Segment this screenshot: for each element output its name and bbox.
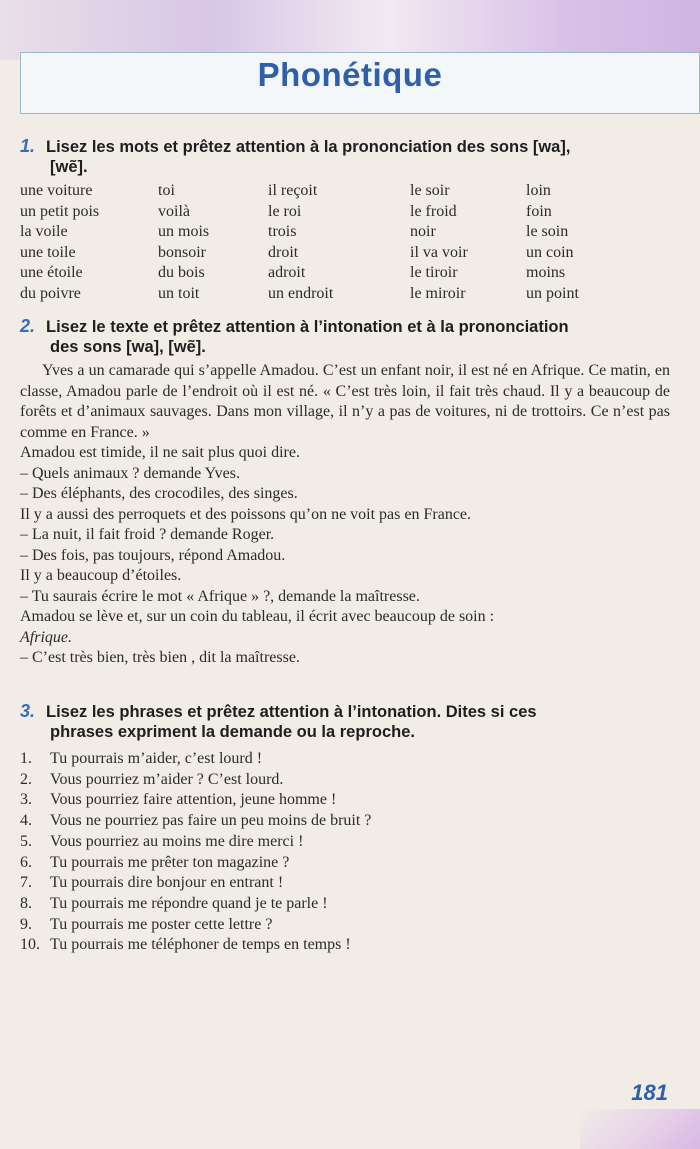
text-line: Il y a beaucoup d’étoiles.	[20, 567, 182, 584]
word: du bois	[158, 264, 205, 281]
word: il va voir	[410, 243, 468, 261]
exercise-2-heading	[20, 316, 680, 357]
word: trois	[268, 223, 297, 240]
exercise-2-text	[20, 361, 670, 669]
word: une toile	[20, 243, 76, 261]
word-column-2	[158, 181, 209, 304]
word-column-1	[20, 181, 99, 304]
word-column-3	[268, 181, 333, 304]
word: un petit pois	[20, 202, 100, 220]
word: droit	[268, 243, 299, 261]
exercise-1-instruction-line2: [wẽ].	[50, 158, 88, 176]
word: la voile	[20, 223, 68, 240]
word: le tiroir	[410, 264, 458, 281]
word: le miroir	[410, 284, 466, 302]
word: le froid	[410, 202, 457, 220]
text-line: – Quels animaux ? demande Yves.	[20, 464, 240, 482]
list-item: 6. Tu pourrais me prêter ton magazine ?	[20, 853, 290, 871]
exercise-1-heading	[20, 136, 680, 177]
word: toi	[158, 182, 175, 199]
exercise-1-number: 1.	[20, 136, 36, 156]
word: il reçoit	[268, 182, 318, 199]
word: le soin	[526, 223, 569, 240]
word-column-4	[410, 181, 468, 304]
text-line: Amadou se lève et, sur un coin du tableau, il écrit avec beaucoup de soin :	[20, 608, 495, 625]
text-line: – C’est très bien, très bien , dit la maîtresse.	[20, 649, 300, 666]
word: une étoile	[20, 264, 83, 281]
word: du poivre	[20, 284, 81, 302]
text-line: – Des fois, pas toujours, répond Amadou.	[20, 546, 286, 564]
exercise-3-instruction-line2: phrases expriment la demande ou la reproche.	[50, 723, 415, 741]
italic-word: Afrique.	[20, 628, 72, 646]
text-line: Amadou est timide, il ne sait plus quoi dire.	[20, 444, 300, 461]
text-line: – Des éléphants, des crocodiles, des singes.	[20, 485, 298, 502]
text-line: – La nuit, il fait froid ? demande Roger.	[20, 526, 275, 543]
word: le soir	[410, 182, 450, 199]
exercise-1-instruction: Lisez les mots et prêtez attention à la prononciation des sons [wa],	[46, 138, 571, 156]
list-item: 3. Vous pourriez faire attention, jeune homme !	[20, 791, 337, 809]
page-title: Phonétique	[257, 56, 443, 93]
word-column-5	[526, 181, 579, 304]
list-item: 1. Tu pourrais m’aider, c’est lourd !	[20, 750, 263, 767]
word: noir	[410, 223, 436, 240]
paragraph: Yves a un camarade qui s’appelle Amadou. C’est un enfant noir, il est né en Afrique. Ce matin, en classe, Amadou parle de l’endroit où il est né. « C’est très loin, il fait très chaud. Il y a beaucoup de forêts et d’animaux sauvages. Dans mon village, il n’y a pas de voitures, ni de trottoirs. Ce n’est pas comme en France. »	[20, 362, 670, 441]
word: adroit	[268, 264, 306, 281]
exercise-3-instruction: Lisez les phrases et prêtez attention à l’intonation. Dites si ces	[46, 703, 537, 721]
list-item: 7. Tu pourrais dire bonjour en entrant !	[20, 874, 284, 892]
sentence-list	[20, 749, 371, 956]
exercise-2-instruction: Lisez le texte et prêtez attention à l’intonation et à la prononciation	[46, 318, 569, 336]
word: un toit	[158, 284, 200, 302]
text-line: – Tu saurais écrire le mot « Afrique » ?, demande la maîtresse.	[20, 587, 420, 605]
exercise-2-instruction-line2: des sons [wa], [wẽ].	[50, 338, 206, 356]
bottom-decoration	[580, 1109, 700, 1149]
list-item: 10. Tu pourrais me téléphoner de temps en temps !	[20, 936, 351, 954]
top-decoration	[0, 0, 700, 60]
list-item: 8. Tu pourrais me répondre quand je te parle !	[20, 894, 328, 912]
word: bonsoir	[158, 243, 206, 261]
word: un endroit	[268, 284, 334, 302]
word: le roi	[268, 202, 302, 220]
word: loin	[526, 182, 551, 199]
exercise-2-number: 2.	[20, 316, 36, 336]
list-item: 4. Vous ne pourriez pas faire un peu moins de bruit ?	[20, 812, 372, 830]
list-item: 9. Tu pourrais me poster cette lettre ?	[20, 915, 273, 933]
word: foin	[526, 202, 552, 220]
page-number: 181	[631, 1080, 668, 1105]
exercise-3-number: 3.	[20, 701, 36, 721]
text-line: Il y a aussi des perroquets et des poissons qu’on ne voit pas en France.	[20, 505, 472, 523]
list-item: 5. Vous pourriez au moins me dire merci !	[20, 832, 304, 850]
word: une voiture	[20, 182, 93, 199]
list-item: 2. Vous pourriez m’aider ? C’est lourd.	[20, 770, 284, 788]
word: voilà	[158, 202, 190, 220]
word: un point	[526, 284, 579, 302]
word: moins	[526, 264, 566, 281]
word: un mois	[158, 223, 210, 240]
exercise-3-heading	[20, 701, 680, 742]
word: un coin	[526, 243, 574, 261]
